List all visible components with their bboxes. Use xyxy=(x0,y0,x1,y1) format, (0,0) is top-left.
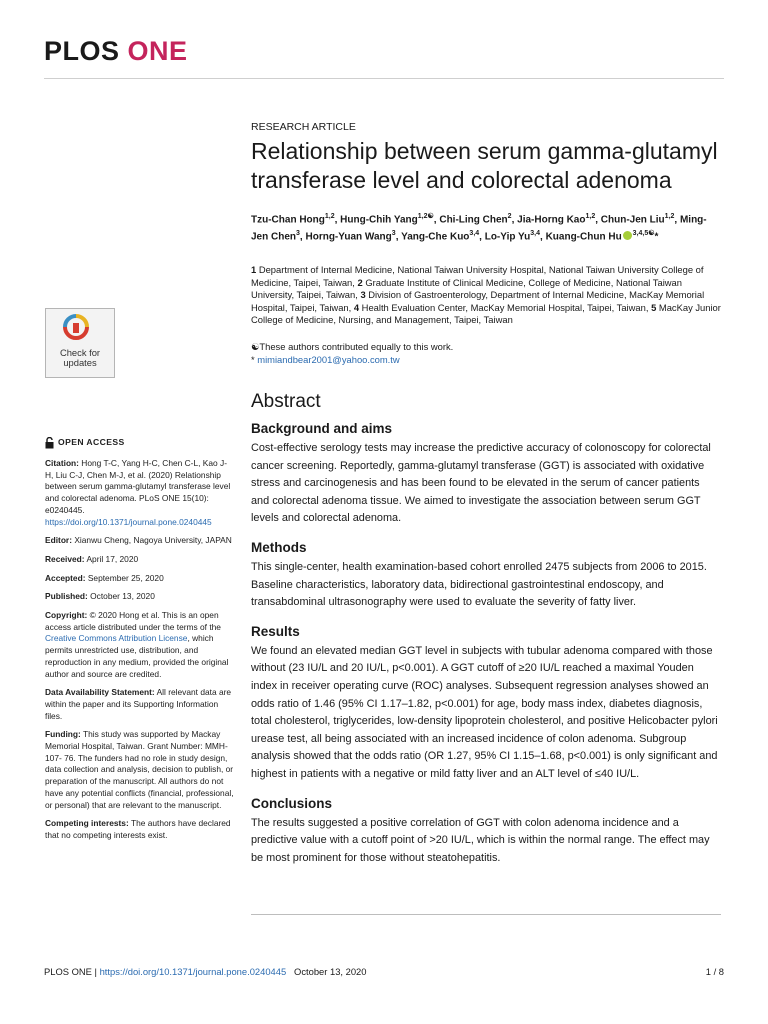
author-name: Chi-Ling Chen xyxy=(439,214,508,226)
article-type: RESEARCH ARTICLE xyxy=(251,121,356,133)
equal-contribution-note: ☯These authors contributed equally to this work. xyxy=(251,341,454,352)
published-date: Published: October 13, 2020 xyxy=(45,591,155,602)
orcid-icon[interactable] xyxy=(623,231,632,240)
affiliation-number: 5 xyxy=(651,301,657,313)
affiliation-number: 2 xyxy=(357,276,363,288)
abstract-heading: Abstract xyxy=(251,391,321,412)
footer-doi-link[interactable]: https://doi.org/10.1371/journal.pone.0240445 xyxy=(99,966,287,977)
logo-one: ONE xyxy=(127,36,188,66)
received-date: Received: April 17, 2020 xyxy=(45,553,139,564)
author-affiliation-sup: 1,2☯ xyxy=(417,213,434,220)
corresponding-mark: * xyxy=(654,231,659,243)
author-affiliation-sup: 3 xyxy=(391,229,396,237)
corresponding-email-line: * mimiandbear2001@yahoo.com.tw xyxy=(251,353,400,365)
logo-plos: PLOS xyxy=(44,36,120,66)
author-name: Kuang-Chun Hu xyxy=(545,231,622,243)
open-lock-icon xyxy=(45,437,54,449)
author-name: Jia-Horng Kao xyxy=(517,214,586,226)
abstract-section-text: This single-center, health examination-based cohort enrolled 2475 subjects from 2006 to 2015. Baseline characteristics, laboratory data, bidirectional gastrointestinal endoscopy, and transabdominal ultrasonography were used to evaluate the severity of fatty liver. xyxy=(251,560,707,609)
author-name: Horng-Yuan Wang xyxy=(305,231,392,243)
abstract-section-text: The results suggested a positive correlation of GGT with colon adenoma incidence and a predictive value with a cutoff point of >20 IU/L, which is within the normal range. The effect may be most prominent for those without steatohepatitis. xyxy=(251,816,710,864)
author-affiliation-sup: 2 xyxy=(507,213,512,220)
author-affiliation-sup: 1,2 xyxy=(664,213,675,220)
affiliations xyxy=(251,264,721,327)
abstract-divider xyxy=(251,914,721,915)
corresponding-email-link[interactable]: mimiandbear2001@yahoo.com.tw xyxy=(257,353,400,365)
author-name: Hung-Chih Yang xyxy=(340,214,418,226)
abstract-section-title: Results xyxy=(251,623,300,639)
check-for-updates-badge[interactable] xyxy=(45,308,115,378)
affiliation-text: Department of Internal Medicine, National Taiwan University Hospital, National Taiwan University College of Medicine, Taipei, Taiwan, xyxy=(251,264,704,288)
open-access-label: OPEN ACCESS xyxy=(45,437,235,449)
equal-contribution-icon: ☯ xyxy=(251,341,260,352)
author-list: Tzu-Chan Hong$^{1,2}$, Hung-Chih Yang$^{1,2☯}$, Chi-Ling Chen$^2$, Jia-Horng Kao$^{1,2}$, Chun-Jen Liu$^{1,2}$, Ming-Jen Chen$^3$, Horng-Yuan Wang$^3$, Yang-Che Kuo$^{3,4}$, Lo-Yip Yu$^{3,4}$, Kuang-Chun Hu $^{3,4,5☯}$* xyxy=(251,213,707,243)
editor: Editor: Xianwu Cheng, Nagoya University, JAPAN xyxy=(45,535,232,546)
abstract-section-title: Background and aims xyxy=(251,421,393,436)
author-name: Chun-Jen Liu xyxy=(600,214,665,226)
check-for-updates-icon xyxy=(63,314,89,340)
affiliation-text: Graduate Institute of Clinical Medicine, College of Medicine, National Taiwan University, Taipei, Taiwan, xyxy=(251,276,682,300)
author-affiliation-sup: 3,4 xyxy=(530,229,541,237)
affiliation-text: Health Evaluation Center, MacKay Memorial Hospital, Taipei, Taiwan, xyxy=(361,301,649,313)
accepted-date: Accepted: September 25, 2020 xyxy=(45,572,164,583)
page-number: 1 / 8 xyxy=(705,966,724,977)
author-name: Yang-Che Kuo xyxy=(401,231,470,243)
author-name: Tzu-Chan Hong xyxy=(251,214,325,226)
journal-logo xyxy=(44,36,188,67)
funding: Funding: This study was supported by Mackay Memorial Hospital, Taiwan. Grant Number: MMH-107- 76. The funders had no role in study design, data collection and analysis, decision to publish, or preparation of the manuscript. All authors do not have any potential conflicts (financial, professional, or personal) that are relevant to the manuscript. xyxy=(45,729,234,810)
page-footer: PLOS ONE | https://doi.org/10.1371/journal.pone.0240445 October 13, 2020 1 / 8 xyxy=(44,966,724,977)
affiliation-text: Division of Gastroenterology, Department of Internal Medicine, MacKay Memorial Hospital, Taipei, Taiwan, xyxy=(251,289,705,313)
abstract-section-title: Methods xyxy=(251,539,307,555)
author-affiliation-sup: 3,4,5☯ xyxy=(632,229,655,237)
affiliation-number: 3 xyxy=(360,289,366,300)
abstract-body xyxy=(251,421,719,879)
article-sidebar xyxy=(45,437,235,849)
citation: Citation: Hong T-C, Yang H-C, Chen C-L, Kao J-H, Liu C-J, Chen M-J, et al. (2020) Relationship between serum gamma-glutamyl transferase level and colorectal adenoma. PLoS ONE 15(10): e0240445. https://doi.org/10.1371/journal.pone.0240445 xyxy=(45,458,231,527)
author-name: Lo-Yip Yu xyxy=(484,231,531,243)
author-notes xyxy=(251,341,721,366)
author-name: Ming-Jen Chen xyxy=(251,214,707,243)
author-affiliation-sup: 3,4 xyxy=(469,229,480,237)
citation-doi-link[interactable]: https://doi.org/10.1371/journal.pone.0240445 xyxy=(45,516,212,527)
author-affiliation-sup: 1,2 xyxy=(585,213,596,220)
data-availability: Data Availability Statement: All relevant data are within the paper and its Supporting Information files. xyxy=(45,687,232,721)
license-link[interactable]: Creative Commons Attribution License xyxy=(45,633,188,644)
copyright: Copyright: © 2020 Hong et al. This is an open access article distributed under the terms of the Creative Commons Attribution License, which permits unrestricted use, distribution, and reproduction in any medium, provided the original author and source are credited. xyxy=(45,610,229,679)
badge-line2: updates xyxy=(63,357,97,368)
affiliation-number: 1 xyxy=(251,264,257,275)
badge-line1: Check for xyxy=(59,347,101,358)
footer-date: October 13, 2020 xyxy=(294,966,367,977)
footer-journal: PLOS ONE xyxy=(44,966,92,977)
article-title: Relationship between serum gamma-glutamyl transferase level and colorectal adenoma xyxy=(251,138,718,193)
abstract-section-text: Cost-effective serology tests may increase the predictive accuracy of colonoscopy for colorectal cancer screening. Reportedly, gamma-glutamyl transferase (GGT) is associated with oxidative stress and carcinogenesis and has been found to be elevated in the serum of cancer patients and colorectal adenoma tissue. We aimed to investigate the association between serum GGT levels and colorectal adenoma. xyxy=(251,442,711,525)
affiliation-number: 4 xyxy=(353,301,360,313)
author-affiliation-sup: 3 xyxy=(296,229,300,237)
abstract-section-text: We found an elevated median GGT level in subjects with tubular adenoma compared with those without (23 IU/L and 20 IU/L, p<0.001). A GGT cutoff of ≥20 IU/L reached a maximal Youden index in receiver operating curve (ROC) analyses. Subsequent regression analyses showed an odds ratio of 1.46 (95% CI 1.17–1.82, p<0.001) for age, body mass index, diabetes diagnosis, total cholesterol, triglycerides, low-density lipoprotein cholesterol, and positive Helicobacter pylori urease test, all being associated with an increased incidence of colon adenoma. Subgroup analysis showed that the odds ratio (OR 1.27, 95% CI 1.15–1.68, p<0.001) is only significant and highest in patients with a negative or mild fatty liver and an ALT level of ≤40 IU/L. xyxy=(251,644,718,780)
abstract-section-title: Conclusions xyxy=(251,795,333,811)
affiliation-text: MacKay Junior College of Medicine, Nursing, and Management, Taipei, Taiwan xyxy=(251,301,721,325)
author-affiliation-sup: 1,2 xyxy=(324,213,335,220)
header-divider xyxy=(44,78,724,79)
competing-interests: Competing interests: The authors have declared that no competing interests exist. xyxy=(45,818,231,840)
